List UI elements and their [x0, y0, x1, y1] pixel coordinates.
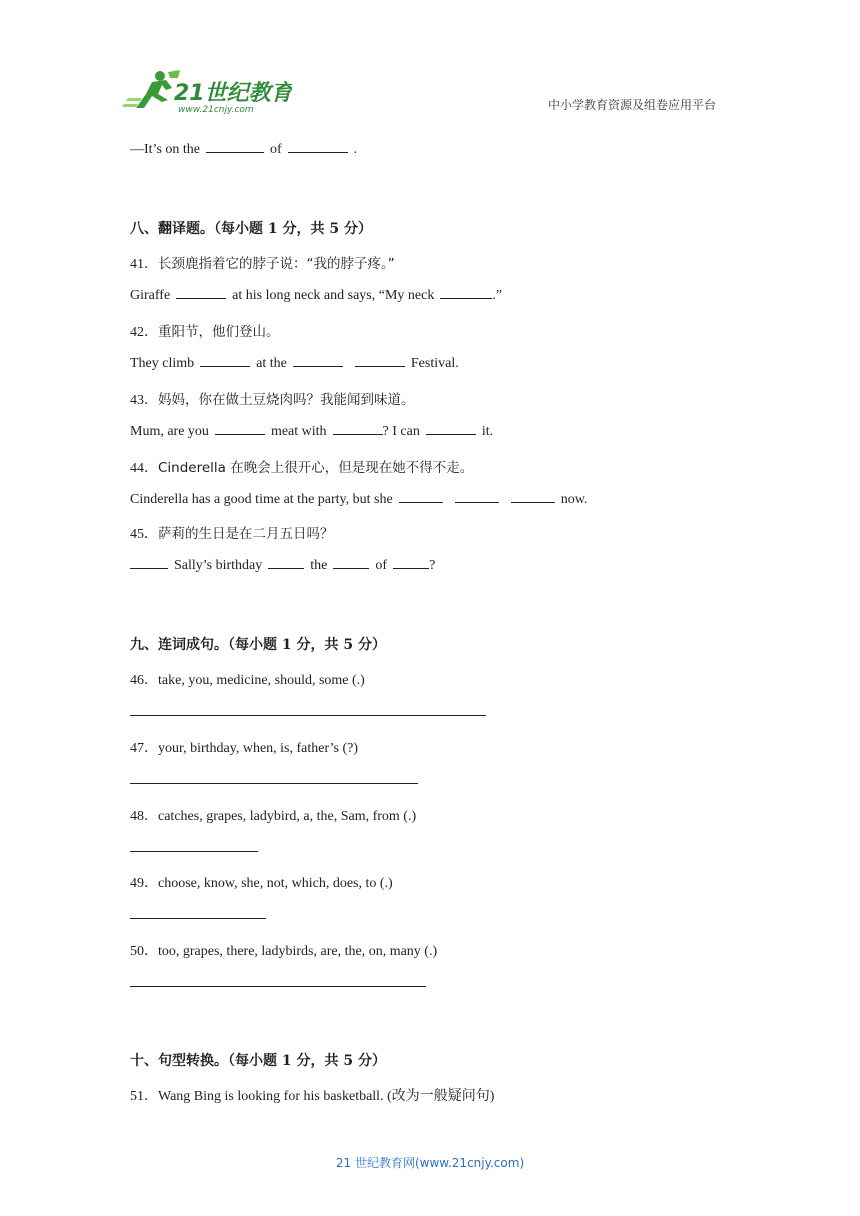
- question-43: 43．妈妈，你在做土豆烧肉吗？我能闻到味道。: [130, 392, 415, 408]
- answer-blank[interactable]: [440, 286, 492, 299]
- answer-blank[interactable]: [511, 490, 555, 503]
- question-49: 49．choose, know, she, not, which, does, to (.): [130, 876, 393, 891]
- section-title-translation: 八、翻译题。（每小题 1 分，共 5 分）: [130, 221, 372, 237]
- answer-45: Sally’s birthday the of ?: [130, 556, 435, 574]
- answer-blank[interactable]: [206, 140, 264, 153]
- answer-line-48[interactable]: [130, 851, 258, 852]
- question-47: 47．your, birthday, when, is, father’s (?): [130, 741, 359, 756]
- footer-link[interactable]: 21 世纪教育网(www.21cnjy.com): [335, 1156, 525, 1170]
- answer-blank[interactable]: [176, 286, 226, 299]
- answer-blank[interactable]: [268, 556, 304, 569]
- answer-blank[interactable]: [215, 422, 265, 435]
- answer-blank[interactable]: [130, 556, 168, 569]
- question-41: 41．长颈鹿指着它的脖子说：“我的脖子疼。”: [130, 256, 395, 272]
- question-45: 45．萨莉的生日是在二月五日吗？: [130, 526, 334, 542]
- answer-blank[interactable]: [200, 354, 250, 367]
- answer-42: They climb at the Festival.: [130, 356, 459, 371]
- logo-text: 21世纪教育: [174, 81, 292, 106]
- logo: [122, 68, 292, 116]
- answer-blank[interactable]: [293, 354, 343, 367]
- answer-44: Cinderella has a good time at the party, but she now.: [130, 492, 588, 507]
- answer-line-49[interactable]: [130, 918, 266, 919]
- answer-43: Mum, are you meat with ? I can it.: [130, 424, 494, 439]
- section-title-sentence-transformation: 十、句型转换。（每小题 1 分，共 5 分）: [130, 1053, 386, 1069]
- question-48: 48．catches, grapes, ladybird, a, the, Sam, from (.): [130, 809, 417, 824]
- answer-blank[interactable]: [333, 556, 369, 569]
- logo-url: www.21cnjy.com: [178, 105, 254, 115]
- answer-41: Giraffe at his long neck and says, “My neck .”: [130, 288, 503, 303]
- question-44: 44．Cinderella 在晚会上很开心，但是现在她不得不走。: [130, 460, 474, 476]
- question-50: 50．too, grapes, there, ladybirds, are, the, on, many (.): [130, 944, 438, 959]
- platform-title: 中小学教育资源及组卷应用平台: [548, 98, 717, 112]
- top-answer-line: —It’s on the of .: [130, 142, 358, 157]
- question-42: 42．重阳节，他们登山。: [130, 324, 280, 340]
- answer-blank[interactable]: [393, 556, 429, 569]
- answer-blank[interactable]: [288, 140, 348, 153]
- question-51: 51．Wang Bing is looking for his basketball. (改为一般疑问句): [130, 1089, 495, 1104]
- answer-blank[interactable]: [333, 422, 383, 435]
- answer-blank[interactable]: [426, 422, 476, 435]
- section-title-sentence-building: 九、连词成句。（每小题 1 分，共 5 分）: [130, 637, 386, 653]
- question-46: 46．take, you, medicine, should, some (.): [130, 673, 365, 688]
- answer-blank[interactable]: [399, 490, 443, 503]
- answer-blank[interactable]: [355, 354, 405, 367]
- answer-line-50[interactable]: [130, 986, 426, 987]
- answer-line-47[interactable]: [130, 783, 418, 784]
- answer-blank[interactable]: [455, 490, 499, 503]
- answer-line-46[interactable]: [130, 715, 486, 716]
